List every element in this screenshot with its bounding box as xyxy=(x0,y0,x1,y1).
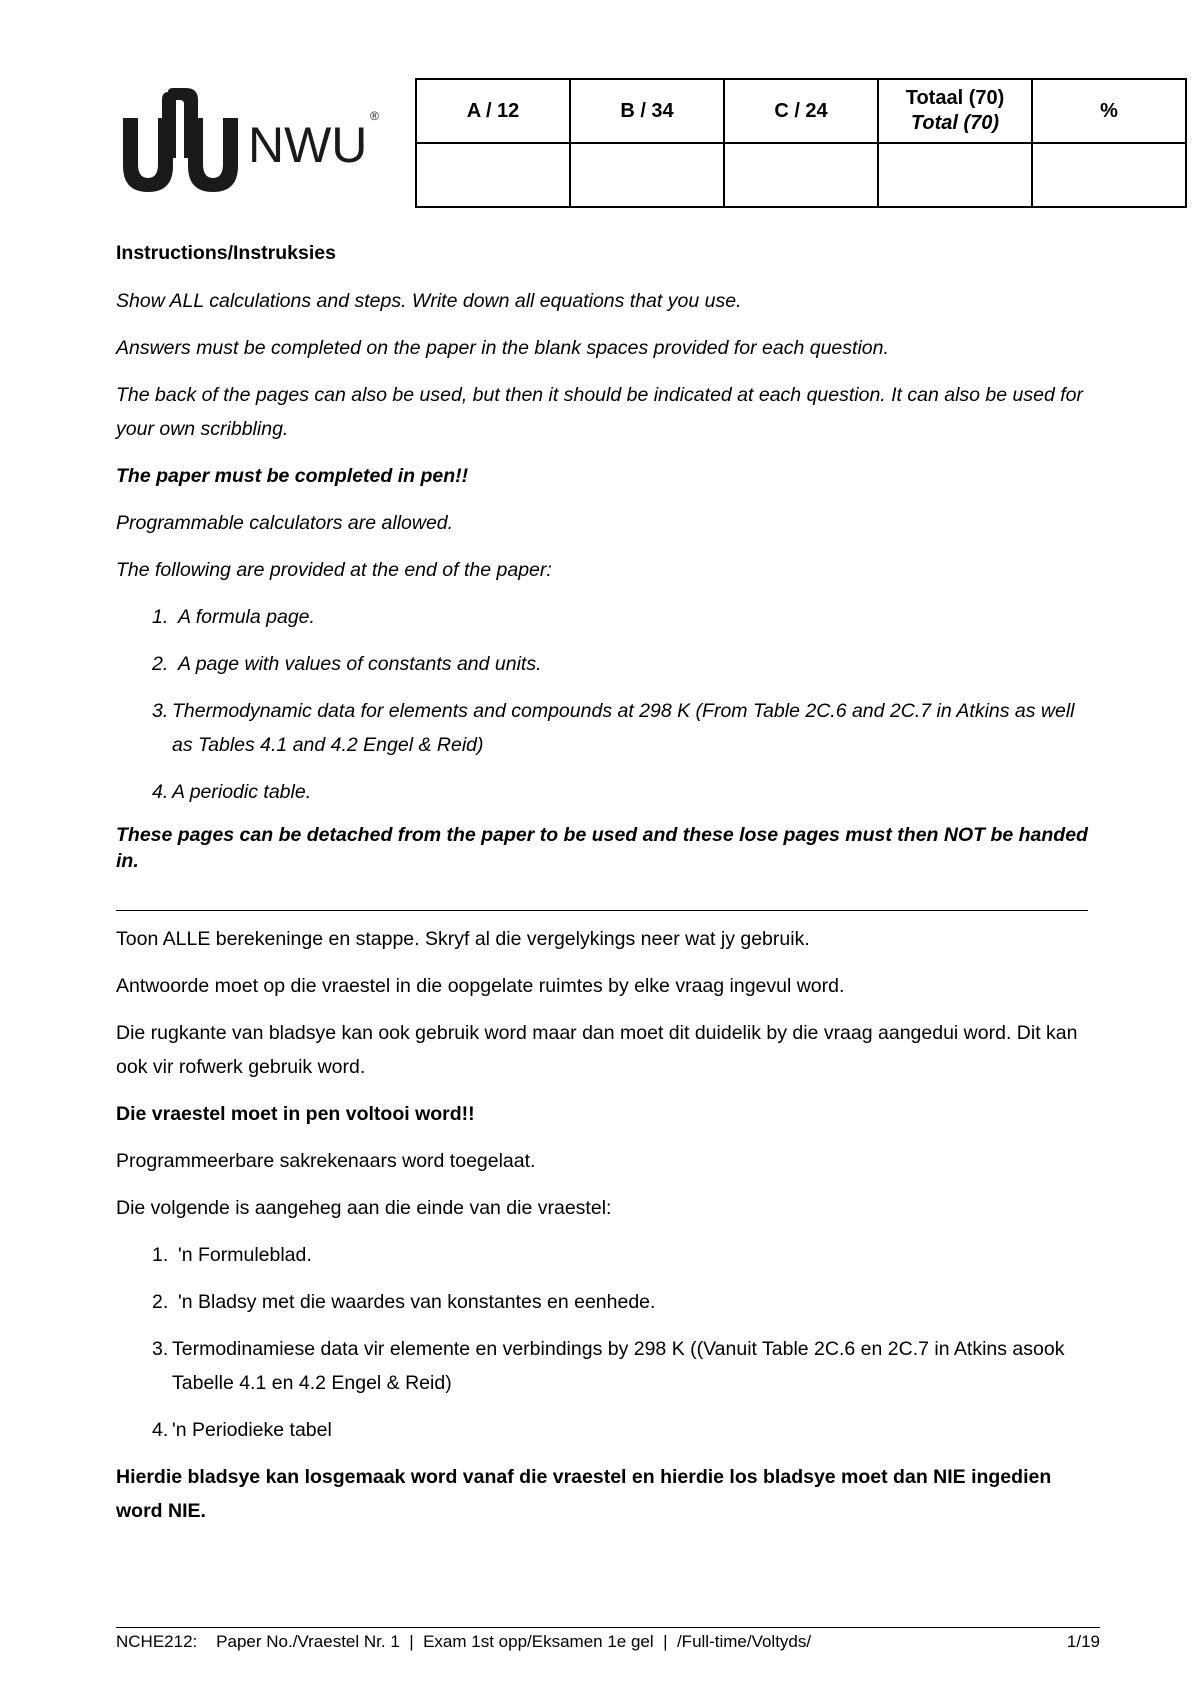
en-instruction-calculators: Programmable calculators are allowed. xyxy=(116,512,454,534)
af-instruction-calculators: Programmeerbare sakrekenaars word toegelaat. xyxy=(116,1150,536,1172)
af-instruction-pen: Die vraestel moet in pen voltooi word!! xyxy=(116,1103,475,1125)
list-item: 2. 'n Bladsy met die waardes van konstantes en eenhede. xyxy=(152,1291,656,1313)
score-cell-a[interactable] xyxy=(416,143,570,207)
nwu-logo xyxy=(118,88,388,198)
score-cell-b[interactable] xyxy=(570,143,724,207)
list-item: 1. 'n Formuleblad. xyxy=(152,1244,312,1266)
af-instruction-provided: Die volgende is aangeheg aan die einde van die vraestel: xyxy=(116,1197,612,1219)
en-instruction-provided: The following are provided at the end of the paper: xyxy=(116,559,552,581)
score-cell-total[interactable] xyxy=(878,143,1032,207)
list-item: 3. Thermodynamic data for elements and compounds at 298 K (From Table 2C.6 and 2C.7 in Atkins as well as Tables 4.1 and 4.2 Engel & Reid) xyxy=(152,700,1075,756)
en-instruction-detach: These pages can be detached from the paper to be used and these lose pages must then NOT be handed in. xyxy=(116,824,1088,872)
en-provided-list xyxy=(152,600,1100,809)
section-divider xyxy=(116,910,1088,911)
score-value-row xyxy=(416,143,1186,207)
instructions xyxy=(116,236,1100,874)
score-table xyxy=(415,78,1187,208)
total-label-english: Total (70) xyxy=(910,112,1000,134)
en-instruction-1: Show ALL calculations and steps. Write down all equations that you use. xyxy=(116,290,742,312)
total-label-afrikaans: Totaal (70) xyxy=(905,87,1005,109)
nwu-logo-mark xyxy=(118,88,388,198)
score-header-a: A / 12 xyxy=(416,79,570,143)
score-header-percent: % xyxy=(1032,79,1186,143)
en-instruction-pen: The paper must be completed in pen!! xyxy=(116,465,469,487)
score-cell-percent[interactable] xyxy=(1032,143,1186,207)
list-item: 4. 'n Periodieke tabel xyxy=(152,1419,332,1441)
af-provided-list xyxy=(152,1238,1100,1447)
logo-text: NWU xyxy=(248,117,368,173)
logo-registered-mark: ® xyxy=(370,109,379,123)
list-item: 3. Termodinamiese data vir elemente en verbindings by 298 K ((Vanuit Table 2C.6 en 2C.7 in Atkins asook Tabelle 4.1 en 4.2 Engel & Reid) xyxy=(152,1338,1065,1394)
score-cell-c[interactable] xyxy=(724,143,878,207)
footer-course-info: NCHE212: Paper No./Vraestel Nr. 1 | Exam 1st opp/Eksamen 1e gel | /Full-time/Voltyds/ xyxy=(116,1632,812,1651)
af-instruction-2: Antwoorde moet op die vraestel in die oopgelate ruimtes by elke vraag ingevul word. xyxy=(116,975,845,997)
instructions-heading: Instructions/Instruksies xyxy=(116,242,336,264)
score-header-b: B / 34 xyxy=(570,79,724,143)
page-footer xyxy=(116,1627,1100,1652)
score-header-row xyxy=(416,79,1186,143)
af-instruction-1: Toon ALLE berekeninge en stappe. Skryf al die vergelykings neer wat jy gebruik. xyxy=(116,928,810,950)
en-instruction-2: Answers must be completed on the paper in the blank spaces provided for each question. xyxy=(116,337,889,359)
list-item: 2. A page with values of constants and units. xyxy=(152,653,542,675)
en-instruction-3: The back of the pages can also be used, but then it should be indicated at each question. It can also be used for your own scribbling. xyxy=(116,384,1083,440)
af-instruction-detach: Hierdie bladsye kan losgemaak word vanaf die vraestel en hierdie los bladsye moet dan NIE ingedien word NIE. xyxy=(116,1466,1052,1522)
list-item: 4. A periodic table. xyxy=(152,781,312,803)
score-header-total xyxy=(878,79,1032,143)
page-number: 1/19 xyxy=(1066,1632,1100,1651)
list-item: 1. A formula page. xyxy=(152,606,315,628)
score-header-c: C / 24 xyxy=(724,79,878,143)
af-instruction-3: Die rugkante van bladsye kan ook gebruik word maar dan moet dit duidelik by die vraag aangedui word. Dit kan ook vir rofwerk gebruik word. xyxy=(116,1022,1078,1078)
afrikaans-instructions xyxy=(116,922,1100,1528)
